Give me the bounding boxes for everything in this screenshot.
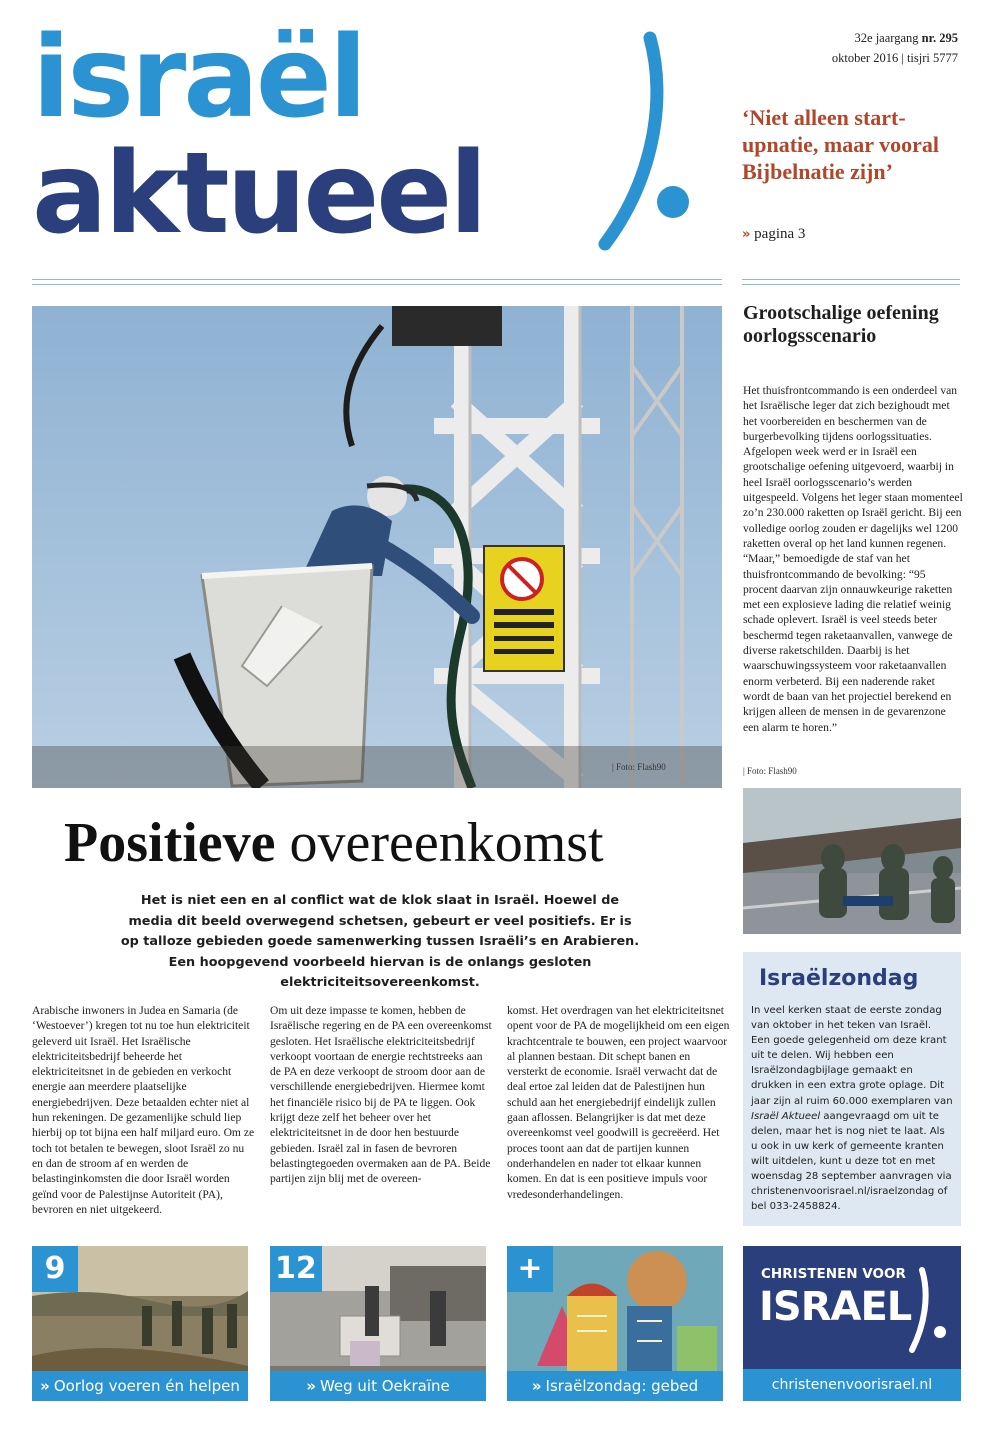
issue-info [832, 28, 958, 68]
teaser-tile-2[interactable] [270, 1246, 486, 1401]
chevron-right-icon: » [531, 1377, 542, 1395]
sidebar-headline[interactable]: Grootschalige oefening oorlogsscenario [743, 302, 939, 347]
cvi-website-link[interactable]: christenenvoorisrael.nl [743, 1369, 961, 1401]
main-headline-regular: overeenkomst [289, 812, 604, 874]
main-photo [32, 306, 722, 788]
cvi-logo-mark-icon [908, 1266, 954, 1358]
israelzondag-body-part2: aangevraagd om uit te delen, maar het is nog niet te laat. Als u ook in uw kerk of gemeente kranten wilt uitdelen, kunt u deze tot en met woensdag 28 september aanvragen via christenenvoorisrael.nl/israelzondag of bel 033-2458824. [751, 1110, 952, 1213]
chevron-right-icon: » [742, 227, 751, 242]
header-rule-left [32, 279, 722, 285]
header-rule-right [742, 279, 960, 285]
christenen-voor-israel-ad[interactable] [743, 1246, 961, 1401]
sidebar-credit: | Foto: Flash90 [743, 766, 797, 776]
israelzondag-box [743, 952, 961, 1226]
cvi-logo-line2: ISRAEL [759, 1284, 912, 1330]
front-teaser-quote[interactable]: ‘Niet alleen start-upnatie, maar vooral Bijbelnatie zijn’ [742, 105, 939, 184]
article-column-1: Arabische inwoners in Judea en Samaria (de ‘Westoever’) kregen tot nu toe hun elektriciteit geleverd uit Israël. Het Israëlische elektriciteitsbedrijf beheerde het elektriciteitsnet in de gebieden en verkocht energie aan meerdere plaatselijke energiebedrijven. Deze betaalden echter niet al hun rekeningen. De gezamenlijke schuld liep hierbij op tot bijna een half miljard euro. Om ze toch tot betalen te bewegen, sloot Israël zo nu en dan de stroom af en werden de belastinginkomsten die door Israël worden geïnd voor de Palestijnse Autoriteit (PA), bevroren en niet uitgekeerd. [32, 1004, 255, 1216]
article-column-3: komst. Het overdragen van het elektriciteitsnet opent voor de PA de mogelijkheid om een eigen krachtcentrale te bouwen, een project waarvoor al plannen bestaan. Dit schept banen en versterkt de economie. Israël verwacht dat de deal ertoe zal leiden dat de Palestijnen hun schuld aan het energiebedrijf eindelijk zullen gaan aflossen. Belangrijker is dat met deze overeenkomst veel goodwill is gecreëerd. Het proces toont aan dat de partijen kunnen onderhandelen en nader tot elkaar kunnen komen. En dat is een positieve impuls voor vredesonderhandelingen. [507, 1004, 730, 1201]
front-teaser-page: pagina 3 [754, 226, 806, 242]
article-column-2: Om uit deze impasse te komen, hebben de Israëlische regering en de PA een overeenkomst gesloten. Het Israëlische elektriciteitsbedrijf verkoopt voortaan de energie rechtstreeks aan de PA en deze verkoopt de stroom door aan de verschillende energiebedrijven. Hiermee komt het financiële risico bij de PA te liggen. Ook krijgt deze zelf het beheer over het elektriciteitsnet in de door hen bestuurde gebieden. Israël zal in fasen de bevroren belastingtegoeden overmaken aan de PA. Beide partijen zijn blij met de overeen- [270, 1004, 492, 1186]
teaser-tile-2-page: 12 [270, 1246, 322, 1292]
sidebar-body: Het thuisfrontcommando is een onderdeel van het Israëlische leger dat zich bezighoudt met het voorbereiden en beschermen van de burgerbevolking tijdens oorlogssituaties. Afgelopen week werd er in Israël een grootschalige oefening uitgevoerd, waarbij in heel Israël oorlogsscenario’s werden uitgespeeld. Volgens het leger staan momenteel zo’n 230.000 raketten op Israël gericht. Bij een volledige oorlog zouden er dagelijks wel 1200 raketten overal op het land kunnen regenen. “Maar,” bemoedigde de staf van het thuisfrontcommando de bevolking: “95 procent daarvan zijn onnauwkeurige raketten met een explosieve lading die relatief weinig schade oplevert. Israël is veel steeds beter beschermd tegen raketaanvallen, vanwege de diverse raketschilden. Daarbij is het waarschuwingssysteem voor raketaanvallen enorm verbeterd. Bij een naderende raket wordt de baan van het projectiel berekend en krijgen alleen de mensen in de gevarenzone een alarm te horen.” [743, 384, 963, 734]
issue-volume: 32e jaargang [854, 31, 919, 45]
chevron-right-icon: » [306, 1377, 316, 1395]
issue-date: oktober 2016 | tisjri 5777 [831, 51, 958, 65]
teaser-tile-2-label: Weg uit Oekraïne [319, 1377, 450, 1395]
issue-number: nr. 295 [921, 31, 958, 45]
main-headline [64, 810, 604, 876]
teaser-tile-3-bar[interactable] [507, 1371, 723, 1401]
teaser-tile-3-page: + [507, 1246, 553, 1292]
masthead-logo-mark-icon [555, 30, 725, 275]
sidebar-photo-image [743, 788, 961, 934]
masthead-title-bottom: aktueel [32, 129, 485, 259]
main-lead: Het is niet een en al conflict wat de klok slaat in Israël. Hoewel de media dit beeld overwegend schetsen, gebeurt er veel positiefs. Er is op talloze gebieden goede samenwerking tussen Israëli’s en Arabieren. Een hoopgevend voorbeeld hiervan is de onlangs gesloten elektriciteitsovereenkomst. [120, 893, 640, 991]
sidebar-photo [743, 788, 961, 934]
teaser-tile-3[interactable] [507, 1246, 723, 1401]
israelzondag-title: Israëlzondag [759, 966, 919, 991]
teaser-tile-2-bar[interactable] [270, 1371, 486, 1401]
front-teaser-link[interactable] [742, 226, 805, 243]
israelzondag-body [751, 1003, 953, 1214]
main-headline-bold: Positieve [64, 812, 276, 874]
teaser-tile-3-label: Israëlzondag: gebed [545, 1377, 699, 1395]
chevron-right-icon: » [40, 1377, 50, 1395]
main-photo-credit: | Foto: Flash90 [612, 762, 666, 772]
israelzondag-body-italic: Israël Aktueel [751, 1110, 821, 1122]
masthead-title-top: israël [32, 13, 365, 143]
israelzondag-body-part1: In veel kerken staat de eerste zondag van oktober in het teken van Israël. Een goede gelegenheid om deze krant uit te delen. Wij hebben een Israëlzondagbijlage gemaakt en drukken in een extra grote oplage. Dit jaar zijn al ruim 60.000 exemplaren van [751, 1005, 953, 1107]
cvi-logo-line1: CHRISTENEN VOOR [761, 1266, 906, 1282]
teaser-tile-1[interactable] [32, 1246, 248, 1401]
teaser-tile-1-bar[interactable] [32, 1371, 248, 1401]
teaser-tile-1-label: Oorlog voeren én helpen [53, 1377, 240, 1395]
main-photo-image [32, 306, 722, 788]
teaser-tile-1-page: 9 [32, 1246, 78, 1292]
